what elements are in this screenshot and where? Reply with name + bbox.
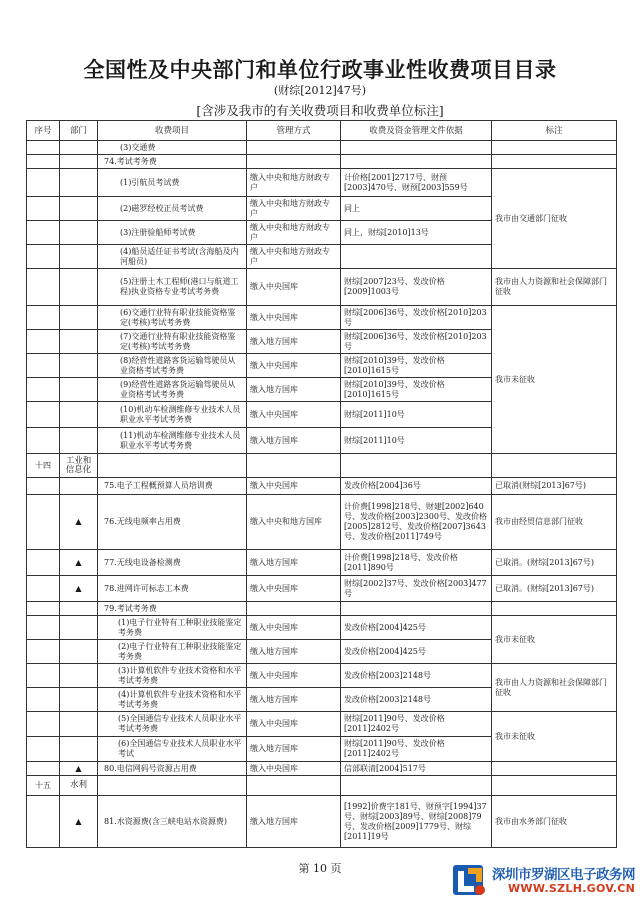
fee-item: (1)电子行业特有工种职业技能鉴定考务费 xyxy=(98,616,247,640)
basis-document: 财综[2010]39号、发改价格[2010]1615号 xyxy=(341,354,492,378)
basis-document: 财综[2011]90号、发改价格[2011]2402号 xyxy=(341,712,492,737)
logo-url: WWW.SZLH.GOV.CN xyxy=(508,882,636,895)
table-row xyxy=(27,616,617,640)
table-row xyxy=(27,550,617,576)
header-mgmt: 管理方式 xyxy=(247,121,341,141)
basis-document xyxy=(341,245,492,269)
logo-mark-icon xyxy=(452,862,488,898)
category-dept: 水利 xyxy=(60,776,98,796)
category-seq: 十五 xyxy=(27,776,60,796)
basis-document: 计价格[2001]2717号、财预[2003]470号、财预[2003]559号 xyxy=(341,169,492,197)
site-logo[interactable] xyxy=(452,860,636,904)
basis-document: 发改价格[2004]36号 xyxy=(341,478,492,495)
basis-document: 财综[2006]36号、发改价格[2010]203号 xyxy=(341,330,492,354)
fee-item: 80.电信网码号资源占用费 xyxy=(98,762,247,776)
fee-item: (3)交通费 xyxy=(98,141,247,155)
management-method: 缴入中央国库 xyxy=(247,306,341,330)
table-row xyxy=(27,664,617,688)
basis-document: 发改价格[2003]2148号 xyxy=(341,688,492,712)
collection-note: 我市由水务部门征收 xyxy=(492,796,617,848)
table-row xyxy=(27,762,617,776)
collection-note: 已取消(财综[2013]67号) xyxy=(492,478,617,495)
fee-item: 81.水资源费(含三峡电站水资源费) xyxy=(98,796,247,848)
triangle-marker: ▲ xyxy=(60,495,98,550)
management-method: 缴入地方国库 xyxy=(247,737,341,762)
header-basis: 收费及资金管理文件依据 xyxy=(341,121,492,141)
management-method: 缴入地方国库 xyxy=(247,796,341,848)
fee-item: (3)计算机软件专业技术资格和水平考试考务费 xyxy=(98,664,247,688)
management-method: 缴入中央国库 xyxy=(247,402,341,428)
fee-item: (5)注册土木工程师(港口与航道工程)执业资格专业考试考务费 xyxy=(98,269,247,306)
collection-note: 我市由交通部门征收 xyxy=(492,169,617,269)
fee-item: (6)交通行业特有职业技能资格鉴定(考核)考试考务费 xyxy=(98,306,247,330)
management-method: 缴入中央和地方财政专户 xyxy=(247,169,341,197)
table-row xyxy=(27,478,617,495)
management-method: 缴入中央和地方国库 xyxy=(247,495,341,550)
management-method: 缴入中央国库 xyxy=(247,762,341,776)
basis-document: [1992]价费字181号、财预字[1994]37号、财综[2003]89号、财综[2008]79号、发改价格[2009]1779号、财综[2011]19号 xyxy=(341,796,492,848)
fee-item: (11)机动车检测维修专业技术人员职业水平考试考务费 xyxy=(98,428,247,454)
management-method: 缴入地方国库 xyxy=(247,378,341,402)
page-number: 第 10 页 xyxy=(298,862,342,875)
management-method: 缴入地方国库 xyxy=(247,428,341,454)
basis-document: 财综[2006]36号、发改价格[2010]203号 xyxy=(341,306,492,330)
fee-item: (5)全国通信专业技术人员职业水平考试考务费 xyxy=(98,712,247,737)
fee-item: (2)磁罗经校正员考试费 xyxy=(98,197,247,221)
management-method: 缴入中央国库 xyxy=(247,478,341,495)
fee-item: 74.考试考务费 xyxy=(98,155,247,169)
basis-document: 财综[2011]10号 xyxy=(341,402,492,428)
table-row xyxy=(27,712,617,737)
document-subtitle: (财综[2012]47号) xyxy=(273,84,367,97)
basis-document: 发改价格[2004]425号 xyxy=(341,616,492,640)
header-item: 收费项目 xyxy=(98,121,247,141)
basis-document: 发改价格[2003]2148号 xyxy=(341,664,492,688)
fee-item: (9)经营性道路客货运输驾驶员从业资格考试考务费 xyxy=(98,378,247,402)
document-annotation-note: [含涉及我市的有关收费项目和收费单位标注] xyxy=(196,103,444,118)
management-method: 缴入地方国库 xyxy=(247,688,341,712)
management-method: 缴入中央国库 xyxy=(247,664,341,688)
collection-note: 已取消。(财综[2013]67号) xyxy=(492,550,617,576)
collection-note: 我市未征收 xyxy=(492,616,617,664)
collection-note: 我市由人力资源和社会保障部门征收 xyxy=(492,269,617,306)
table-row xyxy=(27,306,617,330)
table-header-row xyxy=(27,121,617,141)
fee-item: (8)经营性道路客货运输驾驶员从业资格考试考务费 xyxy=(98,354,247,378)
triangle-marker: ▲ xyxy=(60,796,98,848)
fee-item: (3)注册验船师考试费 xyxy=(98,221,247,245)
fee-item: 76.无线电频率占用费 xyxy=(98,495,247,550)
basis-document: 财综[2010]39号、发改价格[2010]1615号 xyxy=(341,378,492,402)
basis-document: 发改价格[2004]425号 xyxy=(341,640,492,664)
management-method: 缴入中央和地方财政专户 xyxy=(247,197,341,221)
header-dept: 部门 xyxy=(60,121,98,141)
collection-note: 我市未征收 xyxy=(492,712,617,762)
collection-note: 我市未征收 xyxy=(492,306,617,454)
basis-document: 财综[2011]90号、发改价格[2011]2402号 xyxy=(341,737,492,762)
fee-item: (10)机动车检测维修专业技术人员职业水平考试考务费 xyxy=(98,402,247,428)
basis-document: 计价费[1998]218号、财建[2002]640号、发改价格[2003]2300号、发改价格[2005]2812号、发改价格[2007]3643号、发改价格[2011]749号 xyxy=(341,495,492,550)
table-row xyxy=(27,576,617,602)
logo-title: 深圳市罗湖区电子政务网 xyxy=(492,867,635,883)
triangle-marker: ▲ xyxy=(60,762,98,776)
header-note: 标注 xyxy=(492,121,617,141)
fee-table xyxy=(26,120,617,848)
basis-document: 财综[2002]37号、发改价格[2003]477号 xyxy=(341,576,492,602)
table-row xyxy=(27,269,617,306)
table-row xyxy=(27,495,617,550)
management-method: 缴入中央国库 xyxy=(247,354,341,378)
category-dept: 工业和信息化 xyxy=(60,454,98,478)
management-method: 缴入中央和地方财政专户 xyxy=(247,221,341,245)
basis-document: 同上 xyxy=(341,197,492,221)
basis-document: 计价费[1998]218号、发改价格[2011]890号 xyxy=(341,550,492,576)
basis-document: 同上，财综[2010]13号 xyxy=(341,221,492,245)
fee-item: (1)引航员考试费 xyxy=(98,169,247,197)
fee-item: 79.考试考务费 xyxy=(98,602,247,616)
table-row xyxy=(27,169,617,197)
fee-item: 77.无线电设备检测费 xyxy=(98,550,247,576)
management-method: 缴入中央国库 xyxy=(247,269,341,306)
fee-item: (2)电子行业特有工种职业技能鉴定考务费 xyxy=(98,640,247,664)
table-row xyxy=(27,602,617,616)
management-method: 缴入中央国库 xyxy=(247,616,341,640)
fee-item: (4)计算机软件专业技术资格和水平考试考务费 xyxy=(98,688,247,712)
basis-document: 财综[2011]10号 xyxy=(341,428,492,454)
table-row xyxy=(27,141,617,155)
fee-item: (6)全国通信专业技术人员职业水平考试 xyxy=(98,737,247,762)
triangle-marker: ▲ xyxy=(60,576,98,602)
document-title: 全国性及中央部门和单位行政事业性收费项目目录 xyxy=(83,58,557,82)
fee-item: (7)交通行业特有职业技能资格鉴定(考核)考试考务费 xyxy=(98,330,247,354)
fee-item: (4)船员适任证书考试(含海船及内河船员) xyxy=(98,245,247,269)
management-method: 缴入中央和地方财政专户 xyxy=(247,245,341,269)
management-method: 缴入中央国库 xyxy=(247,712,341,737)
collection-note: 我市由经贸信息部门征收 xyxy=(492,495,617,550)
table-row-category xyxy=(27,454,617,478)
fee-item: 78.进网许可标志工本费 xyxy=(98,576,247,602)
table-row xyxy=(27,155,617,169)
management-method: 缴入地方国库 xyxy=(247,330,341,354)
management-method: 缴入地方国库 xyxy=(247,550,341,576)
fee-item: 75.电子工程概预算人员培训费 xyxy=(98,478,247,495)
collection-note: 我市由人力资源和社会保障部门征收 xyxy=(492,664,617,712)
basis-document: 信部联清[2004]517号 xyxy=(341,762,492,776)
triangle-marker: ▲ xyxy=(60,550,98,576)
basis-document: 财综[2007]23号、发改价格[2009]1003号 xyxy=(341,269,492,306)
management-method: 缴入中央国库 xyxy=(247,576,341,602)
management-method: 缴入地方国库 xyxy=(247,640,341,664)
collection-note: 已取消。(财综[2013]67号) xyxy=(492,576,617,602)
header-seq: 序号 xyxy=(27,121,60,141)
table-row xyxy=(27,796,617,848)
category-seq: 十四 xyxy=(27,454,60,478)
table-row-category xyxy=(27,776,617,796)
